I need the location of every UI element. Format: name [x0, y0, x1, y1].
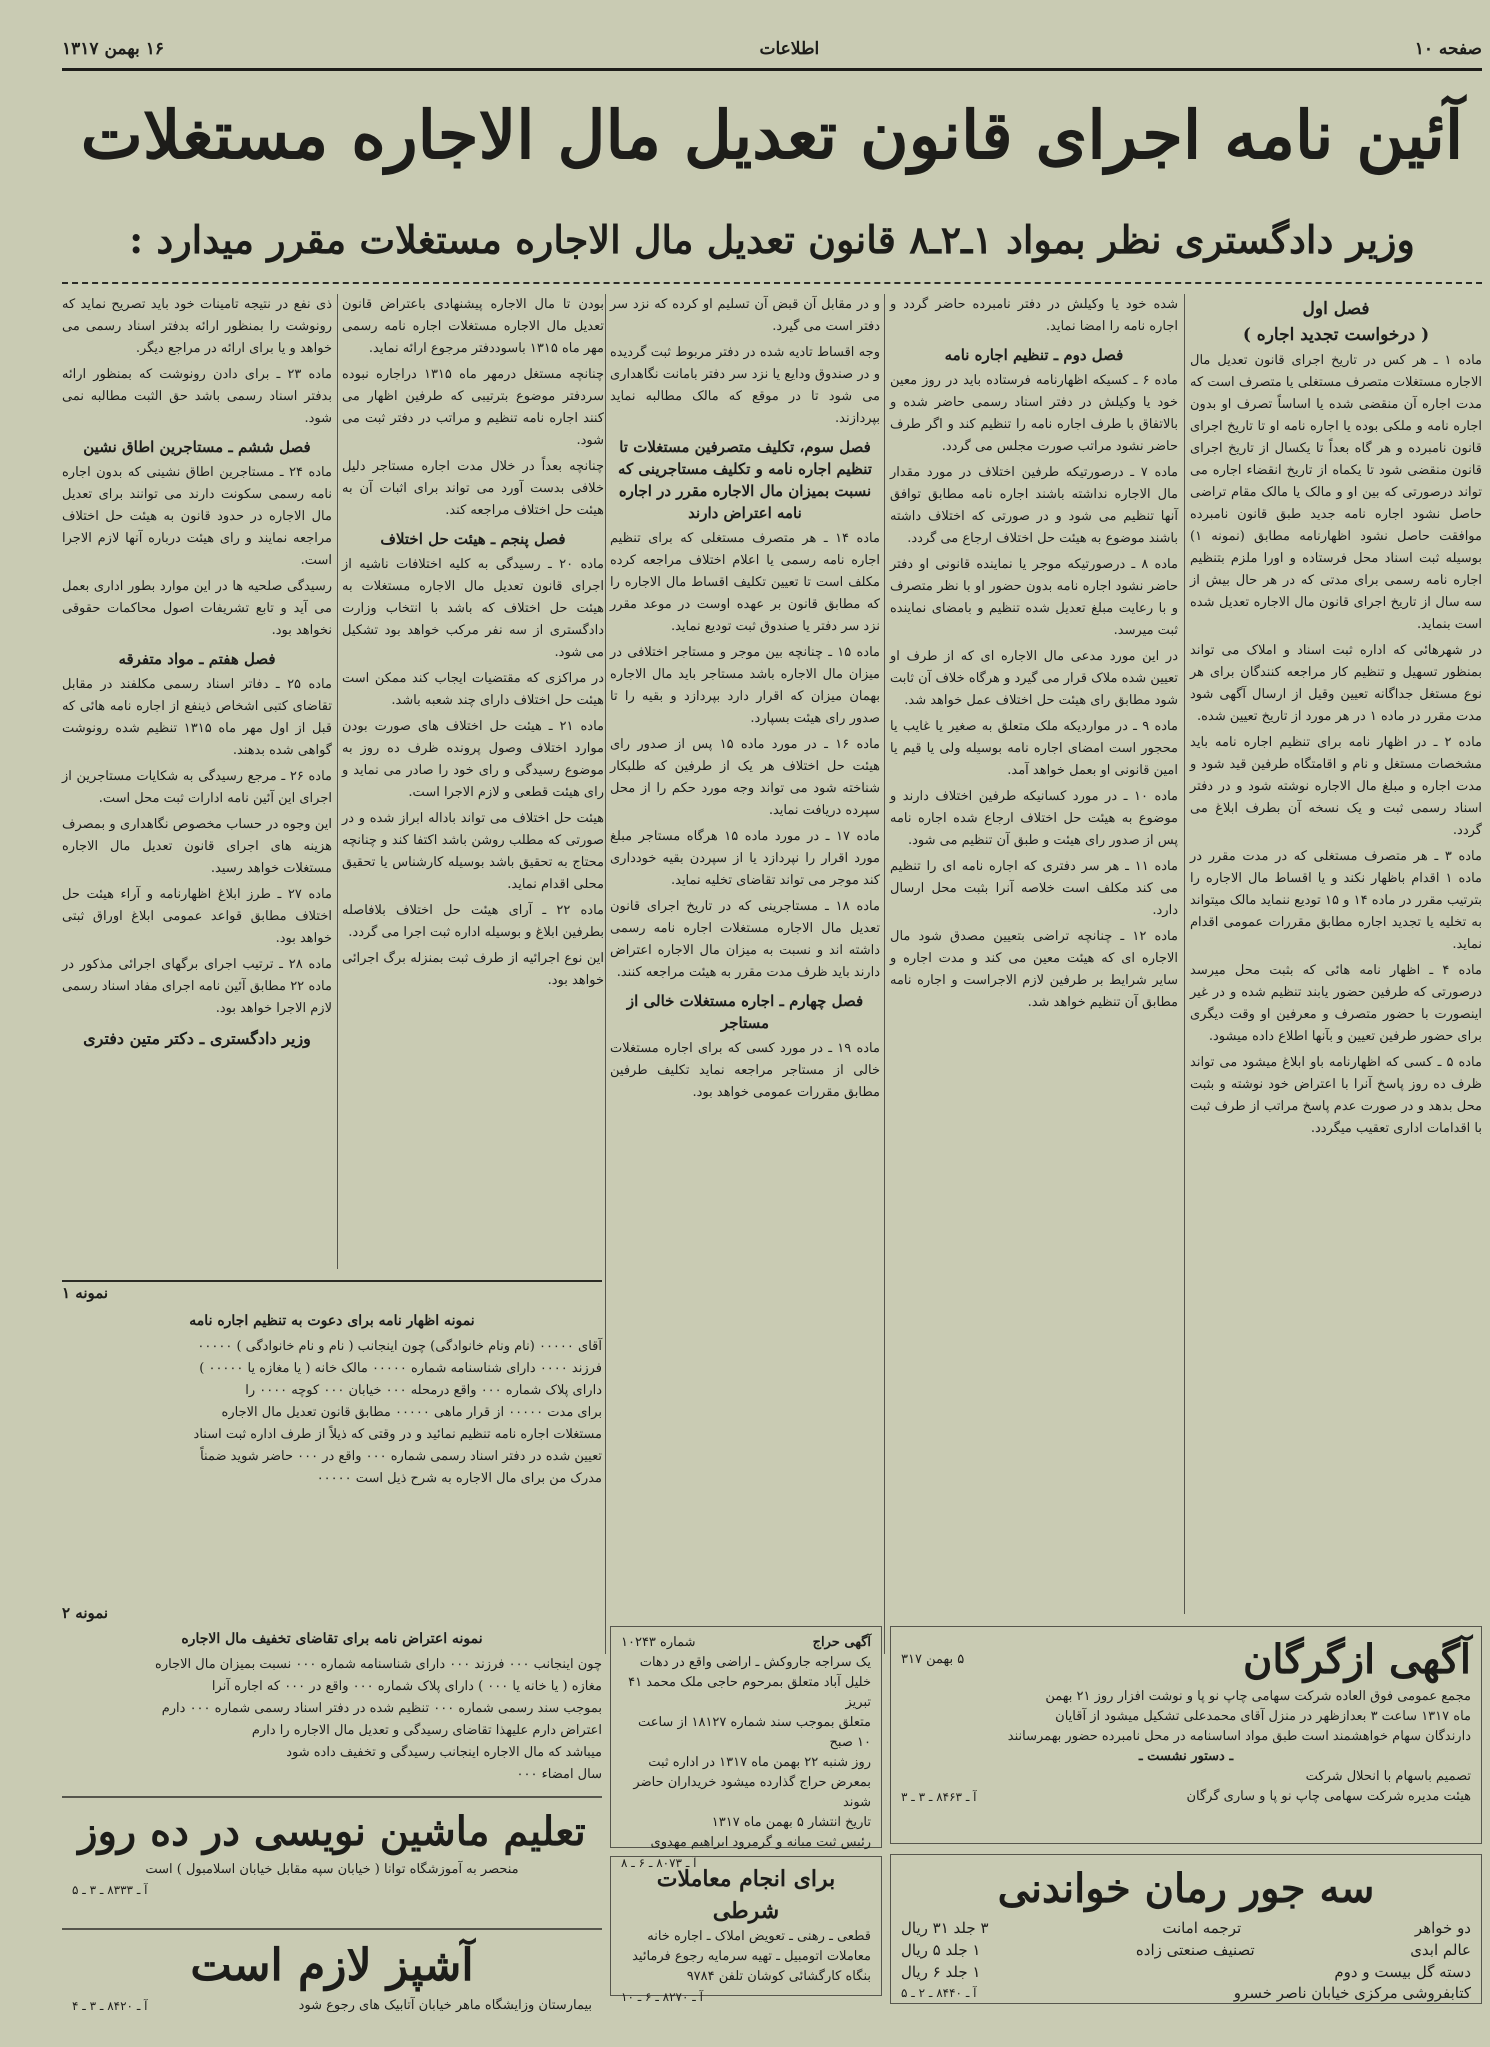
paragraph: ماده ۴ ـ اظهار نامه هائی که بثبت محل میرسد درصورتی که طرفین حضور یابند تنظیم شده و در غیر اینصورت با حضور متصرف و معرفین او وقت دیگری برای حضور طرفین تعیین و بآنها اطلاع داده میشود.	[1190, 963, 1482, 1044]
masthead	[62, 32, 1482, 66]
form-line: سال امضاء ۰۰۰	[516, 1767, 602, 1782]
paragraph: ماده ۳ ـ هر متصرف مستغلی که در مدت مقرر در ماده ۱ اقدام باظهار نکند و یا اقساط مال الاجاره را بترتیب مقرر در ماده ۱۴ و ۱۵ تودیع ننماید مالک میتواند به تخلیه یا تجدید اجاره مطابق مقررات عمومی اقدام نماید.	[1190, 849, 1482, 952]
form-line: مدرک من برای مال الاجاره به شرح ذیل است ۰۰۰۰۰	[316, 1471, 602, 1486]
ad-ref: آ ـ ۸۰۷۳ ـ ۶ ـ ۸	[621, 1856, 697, 1870]
ad-typing-school	[62, 1796, 602, 1922]
minister-signature: وزیر دادگستری ـ دکتر متین دفتری	[83, 1029, 311, 1048]
paragraph: ماده ۱۸ ـ مستاجرینی که در تاریخ اجرای قانون تعدیل مال الاجاره مستغلات اجاره نامه رسمی داشته اند و نسبت به میزان مال الاجاره اعتراض دارند باید ظرف مدت مقرر به هیئت مراجعه کنند.	[610, 899, 880, 980]
ad-auction-title: آگهی حراج	[812, 1635, 871, 1650]
paragraph: وجه اقساط تادیه شده در دفتر مربوط ثبت گردیده و در صندوق ودایع یا نزد سر دفتر بامانت نگاهداری می شود تا در موقع که مالک مطالبه نماید بپردازند.	[610, 345, 880, 426]
ad-line: روز شنبه ۲۲ بهمن ماه ۱۳۱۷ در اداره ثبت	[648, 1755, 871, 1770]
sample-1-form	[62, 1310, 602, 1610]
section-title: فصل ششم ـ مستاجرین اطاق نشین	[83, 438, 311, 456]
column-2	[890, 294, 1178, 1614]
ad-novels	[890, 1854, 1482, 2004]
newspaper-page	[62, 32, 1490, 2022]
ad-line: خلیل آباد متعلق بمرحوم حاجی ملک محمد ۴۱ تبریز	[628, 1675, 871, 1710]
issue-date: ۱۶ بهمن ۱۳۱۷	[62, 39, 164, 59]
sample-1-title: نمونه اظهار نامه برای دعوت به تنظیم اجاره نامه	[189, 1313, 475, 1329]
novel-volumes: ۱ جلد ۵ ریال	[901, 1941, 981, 1959]
novel-row	[901, 1939, 1471, 1961]
paragraph: ماده ۲۳ ـ برای دادن رونوشت که بمنظور ارائه بدفتر اسناد رسمی باشد حق الثبت مطالبه نمی شود.	[62, 367, 332, 426]
sample-2-title: نمونه اعتراض نامه برای تقاضای تخفیف مال الاجاره	[181, 1631, 483, 1647]
ad-line: تصمیم باسهام با انحلال شرکت	[1305, 1769, 1471, 1784]
ad-transactions	[610, 1856, 882, 2004]
ad-ref: آ ـ ۸۲۷۰ ـ ۶ ـ ۱۰	[621, 1990, 703, 2004]
ad-line: هیئت مدیره شرکت سهامی چاپ نو پا و ساری گرگان	[1186, 1789, 1471, 1804]
paragraph: ماده ۲۶ ـ مرجع رسیدگی به شکایات مستاجرین از اجرای این آئین نامه ادارات ثبت محل است.	[62, 769, 332, 806]
ad-novels-title: سه جور رمان خواندنی	[997, 1865, 1375, 1912]
ad-typing-title: تعلیم ماشین نویسی در ده روز	[78, 1808, 586, 1855]
ad-line: منحصر به آموزشگاه توانا ( خیابان سپه مقابل خیابان اسلامبول ) است	[145, 1862, 519, 1877]
paragraph: ماده ۸ ـ درصورتیکه موجر یا نماینده قانونی او دفتر حاضر نشود اجاره نامه بدون حضور او با نظر متصرف و با رعایت مبلغ تعدیل شده تنظیم و بامضای نماینده ثبت میرسد.	[890, 557, 1178, 638]
ad-gorgan	[890, 1626, 1482, 1844]
paper-name: اطلاعات	[759, 39, 820, 59]
paragraph: ماده ۲۸ ـ ترتیب اجرای برگهای اجرائی مذکور در ماده ۲۲ مطابق آئین نامه اجرای مفاد اسناد رسمی لازم الاجرا خواهد بود.	[62, 957, 332, 1016]
sample-1-label: نمونه ۱	[62, 1284, 109, 1302]
section-subtitle: ( درخواست تجدید اجاره )	[1242, 325, 1430, 345]
novel-name: دسته گل بیست و دوم	[1334, 1963, 1471, 1981]
ad-cook-wanted	[62, 1928, 602, 2018]
section-title: فصل اول	[1302, 299, 1370, 319]
paragraph: ماده ۱۹ ـ در مورد کسی که برای اجاره مستغلات خالی از مستاجر مراجعه نماید تکلیف طرفین مطابق مقررات عمومی خواهد بود.	[610, 1041, 880, 1100]
page-label: صفحه ۱۰	[1414, 39, 1482, 59]
paragraph: ماده ۱۰ ـ در مورد کسانیکه طرفین اختلاف دارند و موضوع به هیئت حل اختلاف ارجاع شده اجاره نامه پس از صدور رای هیئت و طبق آن تنظیم می شود.	[890, 789, 1178, 848]
form-line: برای مدت ۰۰۰۰۰ از قرار ماهی ۰۰۰۰۰ مطابق قانون تعدیل مال الاجاره	[221, 1405, 602, 1420]
novel-row	[901, 1917, 1471, 1939]
form-line: آقای ۰۰۰۰۰ (نام ونام خانوادگی) چون اینجانب ( نام و نام خانوادگی ) ۰۰۰۰۰	[197, 1339, 602, 1354]
ad-line: تاریخ انتشار ۵ بهمن ماه ۱۳۱۷	[711, 1815, 871, 1830]
form-line: اعتراض دارم علیهذا تقاضای رسیدگی و تعدیل مال الاجاره را دارم	[251, 1723, 602, 1738]
paragraph: ماده ۱۵ ـ چنانچه بین موجر و مستاجر اختلافی در میزان مال الاجاره باشد مستاجر باید مال الاجاره بهمان میزان که اقرار دارد بپردازد و بقیه را تا صدور رای هیئت بسپارد.	[610, 645, 880, 726]
ad-ref: آ ـ ۸۳۳۳ ـ ۳ ـ ۵	[72, 1883, 148, 1897]
paragraph: این وجوه در حساب مخصوص نگاهداری و بمصرف هزینه های اجرای قانون تعدیل مال الاجاره مستغلات خواهد رسید.	[62, 817, 332, 876]
paragraph: ماده ۲۴ ـ مستاجرین اطاق نشینی که بدون اجاره نامه رسمی سکونت دارند می توانند برای تعدیل مال الاجاره در حدود قانون به هیئت حل اختلاف مراجعه نمایند و رای هیئت درباره آنها لازم الاجرا است.	[62, 465, 332, 568]
paragraph: ماده ۱۷ ـ در مورد ماده ۱۵ هرگاه مستاجر مبلغ مورد اقرار را نپردازد یا از سپردن بقیه خودداری کند موجر می تواند تقاضای تخلیه نماید.	[610, 829, 880, 888]
form-line: فرزند ۰۰۰۰ دارای شناسنامه شماره ۰۰۰۰۰ مالک خانه ( یا مغازه یا ۰۰۰۰۰ )	[199, 1361, 602, 1376]
ad-line: ـ دستور نشست ـ	[1138, 1749, 1234, 1764]
form-line: میباشد که مال الاجاره اینجانب رسیدگی و تخفیف داده شود	[286, 1745, 602, 1760]
novel-volumes: ۱ جلد ۶ ریال	[901, 1963, 981, 1981]
paragraph: ماده ۶ ـ کسیکه اظهارنامه فرستاده باید در روز معین خود یا وکیلش در دفتر اسناد رسمی حاضر شده و بالاتفاق با طرف اجاره نامه را تنظیم کند و اگر طرف حاضر نشود مراتب صورت مجلس می گردد.	[890, 373, 1178, 454]
ad-line: متعلق بموجب سند شماره ۱۸۱۲۷ از ساعت ۱۰ صبح	[637, 1715, 871, 1750]
ad-ref: آ ـ ۸۴۴۰ ـ ۲ ـ ۵	[901, 1986, 977, 2000]
paragraph: این نوع اجرائیه از طرف ثبت بمنزله برگ اجرائی خواهد بود.	[342, 951, 604, 988]
ad-line: معاملات اتومبیل ـ تهیه سرمایه رجوع فرمائید	[632, 1949, 871, 1964]
paragraph: ذی نفع در نتیجه تامینات خود باید تصریح نماید که رونوشت را بمنظور ارائه بدفتر اسناد رسمی می خواهد و یا برای ارائه در مراجع دیگر.	[62, 297, 332, 356]
section-title: فصل دوم ـ تنظیم اجاره نامه	[944, 346, 1124, 364]
ad-gorgan-title: آگهی ازگرگان	[1242, 1636, 1471, 1683]
novel-row	[901, 1961, 1471, 1983]
paragraph: ماده ۲ ـ در اظهار نامه برای تنظیم اجاره نامه باید مشخصات مستغل و نام و اقامتگاه طرفین قید شود و مدت اجاره و مبلغ مال الاجاره نوشته شود و در دفتر اسناد رسمی ثبت و یک نسخه آن بطرف ابلاغ می گردد.	[1190, 735, 1482, 838]
paragraph: در این مورد مدعی مال الاجاره ای که از طرف او تعیین شده ملاک قرار می گیرد و هرگاه خلاف آن ثابت شود مطابق رای هیئت حل اختلاف عمل خواهد شد.	[890, 649, 1178, 708]
column-4	[342, 294, 604, 1219]
ad-line: دارندگان سهام خواهشمند است طبق مواد اساسنامه در محل نامبرده حضور بهمرسانند	[1007, 1729, 1471, 1744]
paragraph: در مراکزی که مقتضیات ایجاب کند ممکن است هیئت حل اختلاف دارای چند شعبه باشد.	[342, 671, 604, 708]
ad-ref: آ ـ ۸۴۶۳ ـ ۳ ـ ۳	[901, 1790, 977, 1804]
paragraph: بودن تا مال الاجاره پیشنهادی باعتراض قانون تعدیل مال الاجاره مستغلات اجاره نامه رسمی مهر ماه ۱۳۱۵ باسوددفتر مرجوع ارائه نماید.	[342, 297, 604, 356]
form-line: تعیین شده در دفتر اسناد رسمی شماره ۰۰۰ واقع در ۰۰۰ حاضر شوید ضمناً	[200, 1449, 602, 1464]
novel-name: عالم ابدی	[1410, 1941, 1471, 1959]
form-line: بموجب سند رسمی شماره ۰۰۰ تنظیم شده در دفتر اسناد رسمی شماره ۰۰۰ دارم	[161, 1701, 602, 1716]
section-title: فصل چهارم ـ اجاره مستغلات خالی از مستاجر	[626, 992, 864, 1032]
novel-author: تصنیف صنعتی زاده	[1135, 1941, 1255, 1959]
ad-auction-number: شماره ۱۰۲۴۳	[621, 1635, 696, 1650]
paragraph: ماده ۲۷ ـ طرز ابلاغ اظهارنامه و آراء هیئت حل اختلاف مطابق قواعد عمومی ابلاغ اوراق ثبتی خواهد بود.	[62, 887, 332, 946]
column-divider	[1184, 294, 1185, 1614]
novel-name: دو خواهر	[1414, 1919, 1471, 1937]
column-divider	[605, 294, 606, 1654]
section-title: فصل سوم، تکلیف متصرفین مستغلات تا تنظیم اجاره نامه و تکلیف مستاجرینی که نسبت بمیزان مال الاجاره مقرر در اجاره نامه اعتراض دارند	[618, 438, 872, 522]
divider-rule	[62, 1280, 602, 1282]
ad-line: مجمع عمومی فوق العاده شرکت سهامی چاپ نو پا و نوشت افزار روز ۲۱ بهمن	[1045, 1689, 1471, 1704]
headline: آئین نامه اجرای قانون تعدیل مال الاجاره مستغلات	[80, 96, 1464, 174]
masthead-rule	[62, 68, 1482, 71]
section-title: فصل پنجم ـ هیئت حل اختلاف	[380, 530, 566, 548]
ad-ref: آ ـ ۸۴۲۰ ـ ۳ ـ ۴	[72, 1999, 148, 2013]
column-1	[1190, 294, 1482, 1614]
paragraph: ماده ۱۴ ـ هر متصرف مستغلی که برای تنظیم اجاره نامه رسمی یا اعلام اختلاف مراجعه کرده مکلف است تا تعیین تکلیف اقساط مال الاجاره را که مطابق قانون بر عهده اوست در موعد مقرر نزد سر دفتر یا صندوق ثبت تودیع نماید.	[610, 531, 880, 634]
paragraph: ماده ۱ ـ هر کس در تاریخ اجرای قانون تعدیل مال الاجاره مستغلات متصرف مستغلی یا متصرف است که مدت اجاره آن منقضی شده یا اساساً تصرف او بدون اجاره نامه و ملکی بوده یا اجاره نامه او تا تاریخ اجرای قانون نامبرده و هر گاه بعداً تا یکسال از تاریخ اجرای قانون منقضی شود تا یکماه از تاریخ انقضاء اجاره می تواند درصورتی که بین او و مالک یا مالک مقام تراضی حاصل نشود اجاره نامه جدید طبق قانون نامبرده موافقت حاصل نشود اظهارنامه مطابق (نمونه ۱) بوسیله ثبت اسناد محل فرستاده و اورا ملزم بتنظیم اجاره نامه رسمی برای مدتی که در هر حال بیش از سه سال از تاریخ اجرای قانون مال الاجاره تعدیل شده است بنماید.	[1190, 353, 1482, 632]
paragraph: ماده ۱۲ ـ چنانچه تراضی بتعیین مصدق شود مال الاجاره ای که هیئت معین می کند و مدت اجاره و سایر شرایط بر طرفین لازم الاجراست و اجاره نامه مطابق آن تنظیم خواهد شد.	[890, 929, 1178, 1010]
ad-line: بمعرض حراج گذارده میشود خریداران حاضر شوند	[633, 1775, 871, 1810]
ad-line: رئیس ثبت میانه و گرمرود ابراهیم مهدوی	[650, 1835, 871, 1850]
ad-gorgan-date: ۵ بهمن ۳۱۷	[901, 1652, 965, 1667]
paragraph: ماده ۲۰ ـ رسیدگی به کلیه اختلافات ناشیه از اجرای قانون تعدیل مال الاجاره مستغلات به هیئت حل اختلاف که باشد با انتخاب وزارت دادگستری از سه نفر مرکب خواهد بود تشکیل می شود.	[342, 557, 604, 660]
paragraph: ماده ۲۲ ـ آرای هیئت حل اختلاف بلافاصله بطرفین ابلاغ و بوسیله اداره ثبت اجرا می گردد.	[342, 903, 604, 940]
ad-line: یک سراجه جاروکش ـ اراضی واقع در دهات	[639, 1655, 871, 1670]
column-3	[610, 294, 880, 1659]
form-line: چون اینجانب ۰۰۰ فرزند ۰۰۰ دارای شناسنامه شماره ۰۰۰ نسبت بمیزان مال الاجاره	[155, 1657, 602, 1672]
paragraph: چنانچه مستغل درمهر ماه ۱۳۱۵ دراجاره نبوده سردفتر موضوع بترتیبی که طرفین اظهار می کنند اجاره نامه تنظیم و مراتب در دفتر ثبت می شود.	[342, 367, 605, 448]
paragraph: ماده ۹ ـ در مواردیکه ملک متعلق به صغیر یا غایب یا محجور است امضای اجاره نامه بوسیله ولی یا قیم یا امین قانونی او بعمل خواهد آمد.	[890, 719, 1178, 778]
ad-line: کتابفروشی مرکزی خیابان ناصر خسرو	[1233, 1984, 1471, 2002]
ad-line: ماه ۱۳۱۷ ساعت ۳ بعدازظهر در منزل آقای محمدعلی تشکیل میشود از آقایان	[1055, 1709, 1471, 1724]
column-5	[62, 294, 332, 1269]
paragraph: و در مقابل آن قبض آن تسلیم او کرده که نزد سر دفتر است می گیرد.	[610, 297, 880, 334]
column-divider	[337, 294, 338, 1269]
paragraph: چنانچه بعداً در خلال مدت اجاره مستاجر دلیل خلافی بدست آورد می تواند برای اثبات آن به هیئت حل اختلاف مراجعه کند.	[342, 459, 604, 518]
form-line: مستغلات اجاره نامه تنظیم نمائید و در وقتی که ذیلاً از طرف اداره ثبت اسناد	[193, 1427, 602, 1442]
paragraph: ماده ۱۱ ـ هر سر دفتری که اجاره نامه ای را تنظیم می کند مکلف است خلاصه آنرا بثبت محل ارسال دارد.	[890, 859, 1178, 918]
ad-line: بیمارستان وزایشگاه ماهر خیابان آتابیک های رجوع شود	[298, 1998, 592, 2013]
section-title: فصل هفتم ـ مواد متفرقه	[118, 650, 276, 668]
form-line: مغازه ( یا خانه یا ۰۰۰ ) دارای پلاک شماره ۰۰۰ واقع در ۰۰۰ که اجاره آنرا	[211, 1679, 602, 1694]
paragraph: در شهرهائی که اداره ثبت اسناد و املاک می تواند بمنظور تسهیل و تنظیم کار مراجعه کنندگان برای هر نوع مستغل جداگانه تعیین وقیل از ارسال آگهی شود مدت مقرر در ماده ۱ در هر مورد از تاریخ تعیین شده.	[1190, 643, 1482, 724]
ornament-rule	[62, 282, 1482, 292]
subheadline: وزیر دادگستری نظر بمواد ۱ـ۲ـ۸ قانون تعدیل مال الاجاره مستغلات مقرر میدارد :	[129, 217, 1415, 262]
paragraph: رسیدگی صلحیه ها در این موارد بطور اداری بعمل می آید و تابع تشریفات اصول محاکمات حقوقی نخواهد بود.	[62, 579, 332, 638]
novel-author: ترجمه امانت	[1162, 1919, 1242, 1937]
paragraph: ماده ۷ ـ درصورتیکه طرفین اختلاف در مورد مقدار مال الاجاره نداشته باشند اجاره نامه مطابق توافق آنها تنظیم می شود و در صورتی که اختلاف داشته باشند موضوع به هیئت حل اختلاف ارجاع می گردد.	[890, 465, 1178, 546]
form-line: دارای پلاک شماره ۰۰۰ واقع درمحله ۰۰۰ خیابان ۰۰۰ کوچه ۰۰۰۰ را	[245, 1383, 602, 1398]
ad-line: بنگاه کارگشائی کوشان تلفن ۹۷۸۴	[686, 1969, 871, 1984]
sample-2-form	[62, 1628, 602, 1788]
paragraph: ماده ۲۵ ـ دفاتر اسناد رسمی مکلفند در مقابل تقاضای کتبی اشخاص ذینفع از اجاره نامه هائی که قبل از اول مهر ماه ۱۳۱۵ تنظیم شده رونوشت گواهی شده بدهند.	[62, 677, 332, 758]
paragraph: ماده ۵ ـ کسی که اظهارنامه باو ابلاغ میشود می تواند ظرف ده روز پاسخ آنرا با اعتراض خود نوشته و بثبت محل بدهد و در صورت عدم پاسخ مراتب از طرف ثبت با اقدامات اداری تعقیب میگردد.	[1190, 1055, 1482, 1136]
ad-line: قطعی ـ رهنی ـ تعویض املاک ـ اجاره خانه	[647, 1929, 871, 1944]
ad-cook-title: آشپز لازم است	[190, 1940, 474, 1991]
paragraph: شده خود یا وکیلش در دفتر نامبرده حاضر گردد و اجاره نامه را امضا نماید.	[890, 297, 1178, 334]
novel-volumes: ۳ جلد ۳۱ ریال	[901, 1919, 989, 1937]
sample-2-label: نمونه ۲	[62, 1604, 109, 1622]
ad-transactions-title: برای انجام معاملات شرطی	[656, 1866, 836, 1924]
paragraph: ماده ۱۶ ـ در مورد ماده ۱۵ پس از صدور رای هیئت حل اختلاف هر یک از طرفین که طلبکار شناخته شود می تواند وجه مورد حکم را از محل سپرده دریافت نماید.	[610, 737, 880, 818]
paragraph: ماده ۲۱ ـ هیئت حل اختلاف های صورت بودن موارد اختلاف وصول پرونده ظرف ده روز به موضوع رسیدگی و رای خود را صادر می نماید و رای هیئت قطعی و لازم الاجرا است.	[342, 719, 604, 800]
column-divider	[884, 294, 885, 1654]
ad-auction	[610, 1626, 882, 1870]
paragraph: هیئت حل اختلاف می تواند باداله ابراز شده و در صورتی که مطلب روشن باشد اکتفا کند و چنانچه محتاج به تحقیق باشد بوسیله کارشناس یا تحقیق محلی اقدام نماید.	[342, 811, 604, 892]
